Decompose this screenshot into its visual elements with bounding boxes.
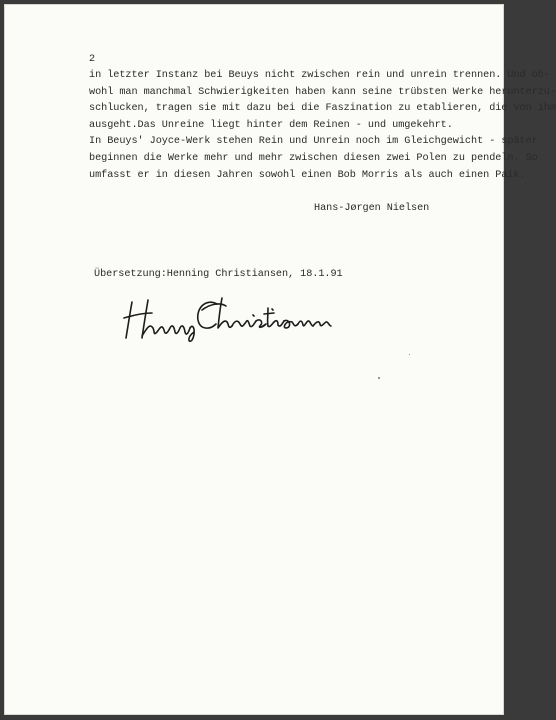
handwritten-signature bbox=[122, 288, 337, 344]
text-line: wohl man manchmal Schwierigkeiten haben kann seine trübsten Werke herunterzu- bbox=[89, 86, 556, 98]
translation-credit: Übersetzung:Henning Christiansen, 18.1.91 bbox=[94, 269, 343, 280]
text-line: schlucken, tragen sie mit dazu bei die Faszination zu etablieren, die von ihm bbox=[89, 103, 556, 115]
paper-speck bbox=[409, 354, 410, 355]
document-page bbox=[4, 4, 556, 715]
text-line: ausgeht.Das Unreine liegt hinter dem Reinen - und umgekehrt. bbox=[89, 119, 453, 131]
text-line: In Beuys' Joyce-Werk stehen Rein und Unrein noch im Gleichgewicht - später bbox=[89, 136, 538, 148]
page-number: 2 bbox=[89, 54, 96, 65]
body-paragraph bbox=[89, 68, 556, 184]
text-line: beginnen die Werke mehr und mehr zwischen diesen zwei Polen zu pendeln. So bbox=[89, 152, 538, 164]
text-line: in letzter Instanz bei Beuys nicht zwischen rein und unrein trennen. Und ob- bbox=[89, 70, 550, 81]
author-name: Hans-Jørgen Nielsen bbox=[314, 203, 430, 214]
paper-speck bbox=[378, 377, 380, 379]
text-line: umfasst er in diesen Jahren sowohl einen Bob Morris als auch einen Paik. bbox=[89, 169, 526, 181]
